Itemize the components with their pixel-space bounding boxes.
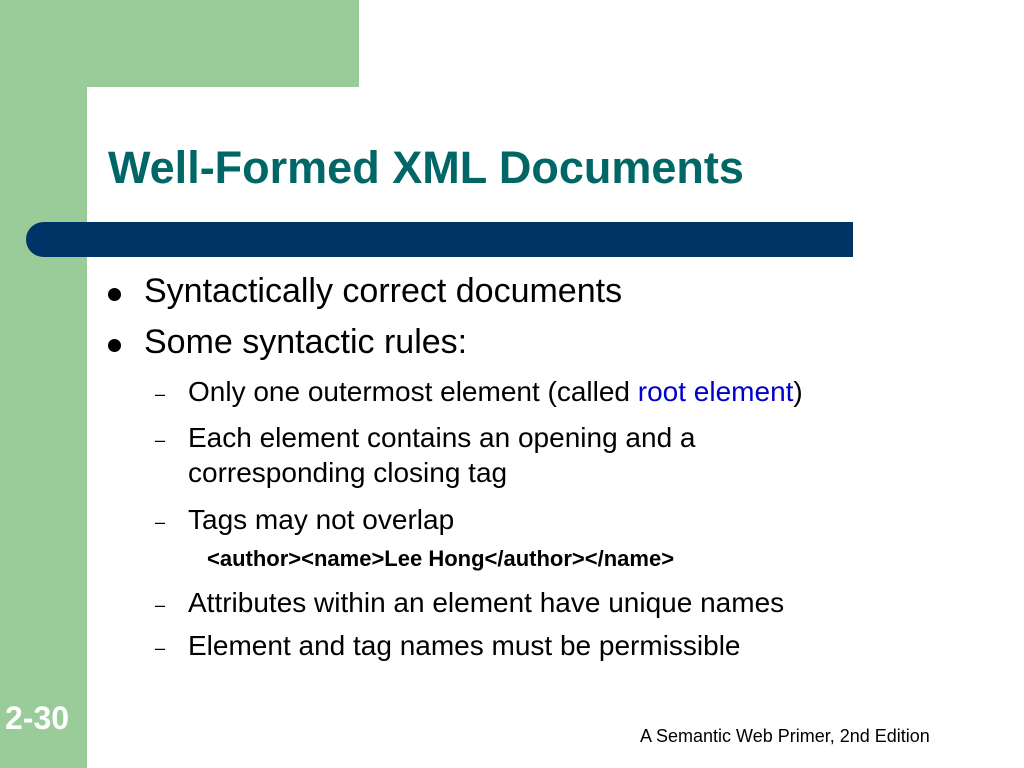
rule-line: Each element contains an opening and a — [188, 422, 696, 453]
bullet-dot — [108, 339, 121, 352]
bullet-item: Syntactically correct documents — [144, 272, 623, 310]
sub-bullet-dash: – — [155, 384, 166, 404]
slide-title: Well-Formed XML Documents — [108, 142, 744, 193]
footer-text: A Semantic Web Primer, 2nd Edition — [640, 726, 930, 746]
sub-bullet-dash: – — [155, 430, 166, 450]
bullet-item: Some syntactic rules: — [144, 323, 468, 361]
sub-bullet-item — [188, 374, 803, 409]
sub-bullet-item: Tags may not overlap — [188, 504, 455, 535]
slide-number: 2-30 — [5, 700, 70, 736]
sub-bullet-item: Element and tag names must be permissible — [188, 630, 741, 661]
sub-bullet-dash: – — [155, 512, 166, 532]
bullet-dot — [108, 288, 121, 301]
sub-bullet-item — [188, 420, 696, 490]
overlap-example-code: <author><name>Lee Hong</author></name> — [207, 546, 675, 571]
rule-text: Only one outermost element (called — [188, 376, 638, 407]
sub-bullet-item: Attributes within an element have unique names — [188, 587, 785, 618]
rule-text: ) — [793, 376, 803, 407]
root-element-highlight: root element — [637, 376, 794, 407]
rule-line: corresponding closing tag — [188, 457, 508, 488]
sub-bullet-dash: – — [155, 638, 166, 658]
sub-bullet-dash: – — [155, 595, 166, 615]
